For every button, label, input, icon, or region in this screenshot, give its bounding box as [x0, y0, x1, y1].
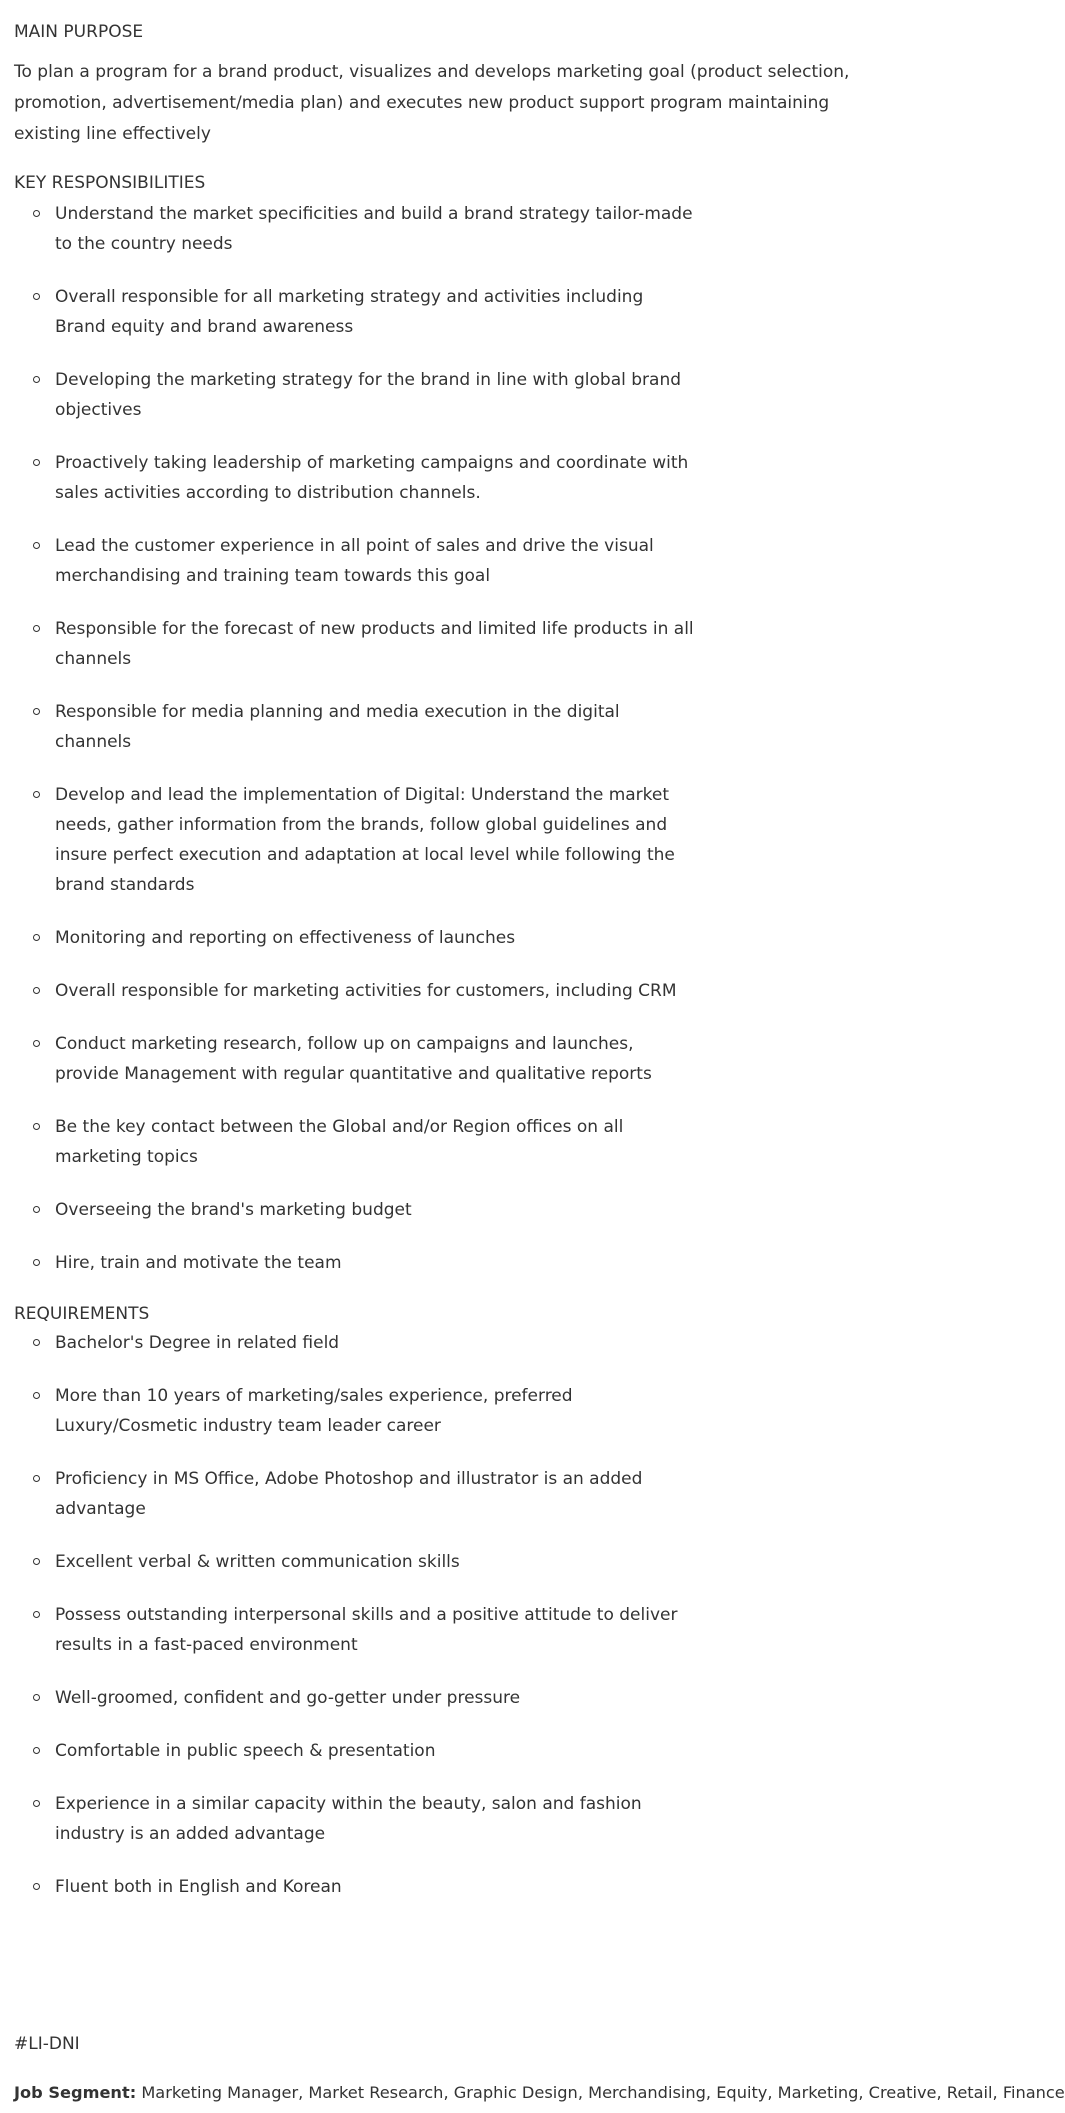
main-purpose-text: To plan a program for a brand product, visualizes and develops marketing goal (product selection, promotion, advertisement/media plan) and executes new product support program maintaining existing line effectively: [14, 62, 850, 144]
bullet-icon: [33, 542, 40, 549]
bullet-icon: [33, 934, 40, 941]
list-item: [0, 1248, 720, 1278]
list-item: [0, 448, 720, 508]
bullet-icon: [33, 1392, 40, 1399]
list-item-text: Proactively taking leadership of marketing campaigns and coordinate with sales activities according to distribution channels.: [55, 453, 689, 503]
bullet-icon: [33, 1747, 40, 1754]
job-segment-label: Job Segment:: [14, 2083, 137, 2102]
requirements-list: [0, 1328, 720, 1925]
key-responsibilities-list: [0, 199, 720, 1301]
bullet-icon: [33, 1123, 40, 1130]
list-item: [0, 1029, 720, 1089]
list-item: [0, 614, 720, 674]
list-item-text: Excellent verbal & written communication skills: [55, 1552, 460, 1572]
list-item-text: Overseeing the brand's marketing budget: [55, 1200, 412, 1220]
bullet-icon: [33, 1259, 40, 1266]
list-item-text: Be the key contact between the Global and/or Region offices on all marketing topics: [55, 1117, 624, 1167]
bullet-icon: [33, 1206, 40, 1213]
list-item: [0, 1600, 720, 1660]
bullet-icon: [33, 1883, 40, 1890]
bullet-icon: [33, 987, 40, 994]
list-item-text: Bachelor's Degree in related field: [55, 1333, 340, 1353]
list-item-text: Responsible for the forecast of new products and limited life products in all channels: [55, 619, 694, 669]
list-item-text: Well-groomed, confident and go-getter under pressure: [55, 1688, 521, 1708]
li-dni-tag: #LI-DNI: [14, 2034, 80, 2054]
list-item: [0, 1464, 720, 1524]
list-item-text: Comfortable in public speech & presentation: [55, 1741, 436, 1761]
requirements-heading: REQUIREMENTS: [14, 1304, 150, 1324]
list-item: [0, 976, 720, 1006]
list-item: [0, 365, 720, 425]
list-item: [0, 282, 720, 342]
list-item: [0, 1381, 720, 1441]
list-item-text: Develop and lead the implementation of Digital: Understand the market needs, gather information from the brands, follow global guidelines and insure perfect execution and adaptation at local level while following the brand standards: [55, 785, 675, 895]
list-item-text: Hire, train and motivate the team: [55, 1253, 342, 1273]
bullet-icon: [33, 210, 40, 217]
list-item: [0, 1736, 720, 1766]
bullet-icon: [33, 1339, 40, 1346]
list-item-text: Understand the market specificities and build a brand strategy tailor-made to the country needs: [55, 204, 693, 254]
bullet-icon: [33, 376, 40, 383]
list-item-text: More than 10 years of marketing/sales experience, preferred Luxury/Cosmetic industry team leader career: [55, 1386, 573, 1436]
list-item-text: Responsible for media planning and media execution in the digital channels: [55, 702, 620, 752]
list-item-text: Conduct marketing research, follow up on campaigns and launches, provide Management with regular quantitative and qualitative reports: [55, 1034, 652, 1084]
bullet-icon: [33, 1694, 40, 1701]
list-item: [0, 1112, 720, 1172]
bullet-icon: [33, 293, 40, 300]
list-item: [0, 1872, 720, 1902]
list-item: [0, 1195, 720, 1225]
list-item: [0, 1547, 720, 1577]
job-segment-value: Marketing Manager, Market Research, Graphic Design, Merchandising, Equity, Marketing, Creative, Retail, Finance: [136, 2083, 1065, 2102]
list-item-text: Proficiency in MS Office, Adobe Photoshop and illustrator is an added advantage: [55, 1469, 643, 1519]
list-item-text: Lead the customer experience in all point of sales and drive the visual merchandising and training team towards this goal: [55, 536, 654, 586]
job-segment: [14, 2082, 1065, 2104]
bullet-icon: [33, 1800, 40, 1807]
list-item: [0, 1789, 720, 1849]
list-item-text: Possess outstanding interpersonal skills and a positive attitude to deliver results in a fast-paced environment: [55, 1605, 678, 1655]
list-item-text: Monitoring and reporting on effectiveness of launches: [55, 928, 516, 948]
list-item: [0, 697, 720, 757]
list-item: [0, 1328, 720, 1358]
list-item: [0, 199, 720, 259]
bullet-icon: [33, 625, 40, 632]
bullet-icon: [33, 1475, 40, 1482]
list-item: [0, 923, 720, 953]
bullet-icon: [33, 1611, 40, 1618]
main-purpose-heading: MAIN PURPOSE: [14, 22, 144, 42]
list-item-text: Developing the marketing strategy for the brand in line with global brand objectives: [55, 370, 682, 420]
list-item-text: Overall responsible for marketing activities for customers, including CRM: [55, 981, 677, 1001]
list-item: [0, 780, 720, 900]
list-item-text: Overall responsible for all marketing strategy and activities including Brand equity and brand awareness: [55, 287, 644, 337]
bullet-icon: [33, 1558, 40, 1565]
list-item-text: Fluent both in English and Korean: [55, 1877, 342, 1897]
bullet-icon: [33, 791, 40, 798]
bullet-icon: [33, 459, 40, 466]
key-responsibilities-heading: KEY RESPONSIBILITIES: [14, 173, 206, 193]
bullet-icon: [33, 1040, 40, 1047]
list-item: [0, 531, 720, 591]
list-item-text: Experience in a similar capacity within the beauty, salon and fashion industry is an added advantage: [55, 1794, 642, 1844]
list-item: [0, 1683, 720, 1713]
bullet-icon: [33, 708, 40, 715]
